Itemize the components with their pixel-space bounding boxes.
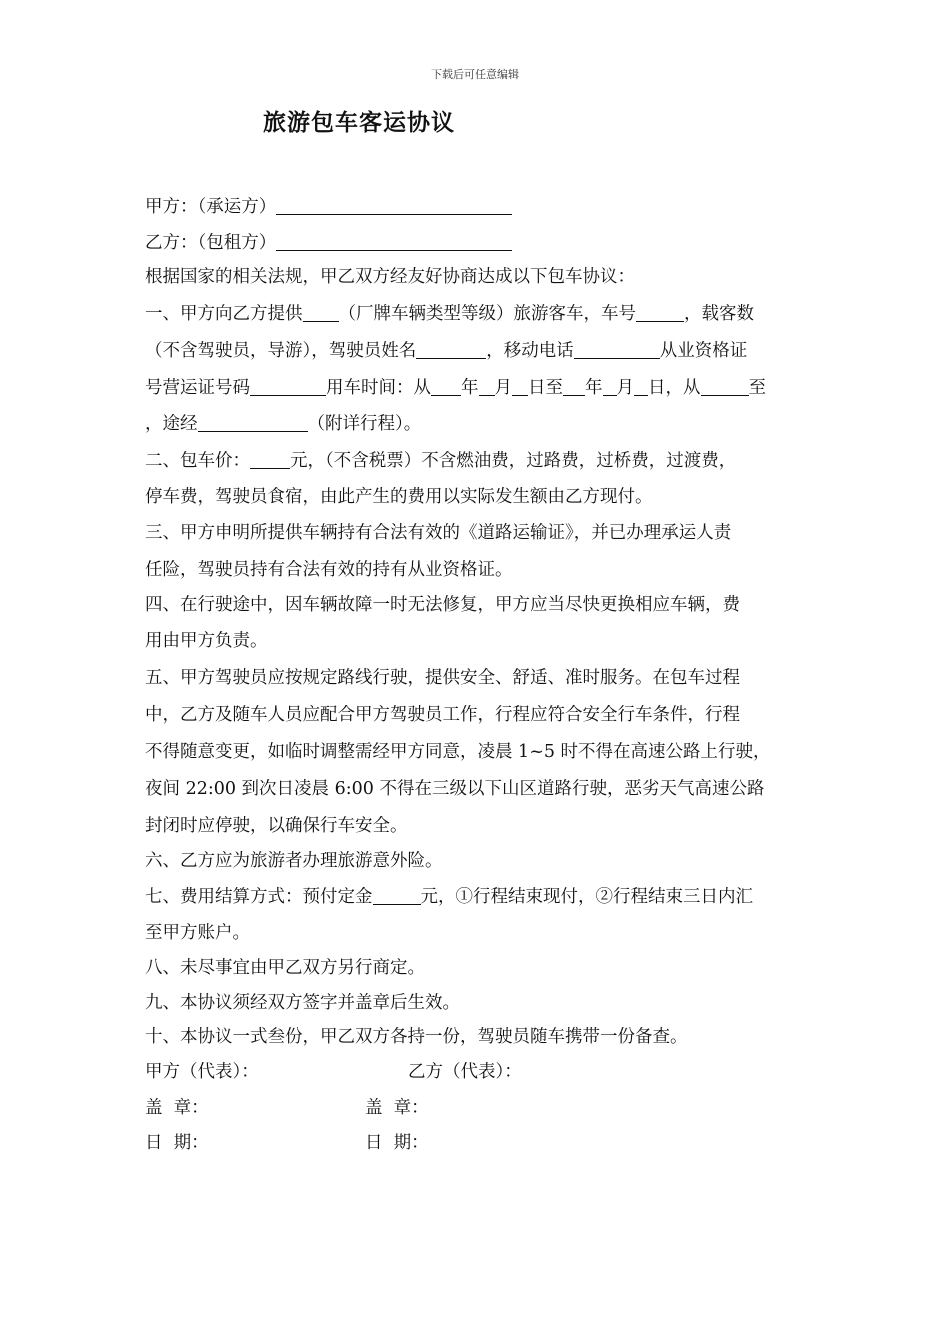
clause-5-line-5: 封闭时应停驶，以确保行车安全。: [145, 816, 408, 836]
clause-7-line-1: [145, 888, 753, 907]
clause-text: 月: [494, 378, 512, 398]
clause-2-line-2: 停车费，驾驶员食宿，由此产生的费用以实际发生额由乙方现付。: [145, 487, 653, 507]
clause-text: ，途经: [145, 414, 198, 434]
clause-5-line-2: 中，乙方及随车人员应配合甲方驾驶员工作，行程应符合安全行车条件，行程: [145, 705, 740, 725]
party-a-line: [145, 198, 512, 217]
party-a-blank[interactable]: [276, 198, 512, 215]
plate-number-blank[interactable]: [636, 305, 684, 322]
party-a-rep-label: 甲方（代表）：: [145, 1062, 259, 1082]
clause-text: 元，①行程结束现付，②行程结束三日内汇: [420, 887, 753, 907]
clause-4-line-2: 用由甲方负责。: [145, 631, 268, 651]
clause-text: （不含驾驶员，导游），驾驶员姓名: [145, 341, 417, 361]
party-b-date-label: 日 期：: [365, 1133, 429, 1153]
start-day-blank[interactable]: [512, 379, 528, 396]
document-title: 旅游包车客运协议: [263, 109, 455, 136]
party-a-date-label: 日 期：: [145, 1133, 209, 1153]
clause-1-line-4: [145, 415, 421, 434]
origin-blank[interactable]: [701, 379, 749, 396]
start-year-blank[interactable]: [431, 379, 461, 396]
clause-text: 用车时间：从: [326, 378, 431, 398]
clause-5-line-1: 五、甲方驾驶员应按规定路线行驶，提供安全、舒适、准时服务。在包车过程: [145, 668, 740, 688]
clause-text: 一、甲方向乙方提供: [145, 304, 303, 324]
party-b-rep-label: 乙方（代表）：: [408, 1062, 522, 1082]
clause-2-line-1: [145, 452, 736, 471]
clause-text: 元，（不含税票）不含燃油费，过路费，过桥费，过渡费，: [290, 451, 737, 471]
clause-text: 年: [585, 378, 603, 398]
clause-9: 九、本协议须经双方签字并盖章后生效。: [145, 993, 460, 1013]
license-number-blank[interactable]: [250, 379, 326, 396]
party-a-label: 甲方：（承运方）: [145, 197, 277, 217]
clause-text: 至: [748, 378, 766, 398]
party-b-line: [145, 234, 512, 253]
clause-text: ，载客数: [684, 304, 754, 324]
party-b-blank[interactable]: [276, 234, 512, 251]
clause-text: 从业资格证: [659, 341, 748, 361]
clause-1-line-1: [145, 305, 754, 324]
clause-7-line-2: 至甲方账户。: [145, 923, 250, 943]
start-month-blank[interactable]: [479, 379, 495, 396]
clause-5-line-4: 夜间 22:00 到次日凌晨 6:00 不得在三级以下山区道路行驶，恶劣天气高速公路: [145, 779, 765, 799]
clause-10: 十、本协议一式叁份，甲乙双方各持一份，驾驶员随车携带一份备查。: [145, 1027, 688, 1047]
route-blank[interactable]: [198, 415, 308, 432]
vehicle-count-blank[interactable]: [303, 305, 339, 322]
party-b-seal-label: 盖 章：: [365, 1098, 429, 1118]
intro-text: 根据国家的相关法规，甲乙双方经友好协商达成以下包车协议：: [145, 267, 635, 287]
clause-8: 八、未尽事宜由甲乙双方另行商定。: [145, 958, 425, 978]
clause-1-line-2: [145, 342, 747, 361]
clause-text: 日至: [528, 378, 563, 398]
clause-text: （附详行程）。: [307, 414, 422, 434]
clause-text: （厂牌车辆类型等级）旅游客车，车号: [338, 304, 636, 324]
clause-text: 月: [616, 378, 634, 398]
clause-text: 二、包车价：: [145, 451, 250, 471]
clause-3-line-2: 任险，驾驶员持有合法有效的持有从业资格证。: [145, 560, 513, 580]
end-month-blank[interactable]: [603, 379, 617, 396]
clause-3-line-1: 三、甲方申明所提供车辆持有合法有效的《道路运输证》，并已办理承运人责: [145, 523, 732, 543]
clause-text: 七、费用结算方式：预付定金: [145, 887, 373, 907]
header-note: 下载后可任意编辑: [431, 68, 519, 81]
clause-5-line-3: 不得随意变更，如临时调整需经甲方同意，凌晨 1~5 时不得在高速公路上行驶，: [145, 742, 771, 762]
clause-text: 号营运证号码: [145, 378, 250, 398]
deposit-blank[interactable]: [373, 888, 421, 905]
clause-text: 年: [461, 378, 479, 398]
end-year-blank[interactable]: [563, 379, 585, 396]
clause-1-line-3: [145, 379, 766, 398]
clause-text: 日，从: [648, 378, 701, 398]
price-blank[interactable]: [250, 452, 290, 469]
party-a-seal-label: 盖 章：: [145, 1098, 209, 1118]
mobile-phone-blank[interactable]: [574, 342, 660, 359]
clause-text: ，移动电话: [486, 341, 574, 361]
end-day-blank[interactable]: [634, 379, 648, 396]
clause-4-line-1: 四、在行驶途中，因车辆故障一时无法修复，甲方应当尽快更换相应车辆，费: [145, 595, 740, 615]
clause-6: 六、乙方应为旅游者办理旅游意外险。: [145, 851, 443, 871]
driver-name-blank[interactable]: [416, 342, 486, 359]
party-b-label: 乙方：（包租方）: [145, 233, 277, 253]
